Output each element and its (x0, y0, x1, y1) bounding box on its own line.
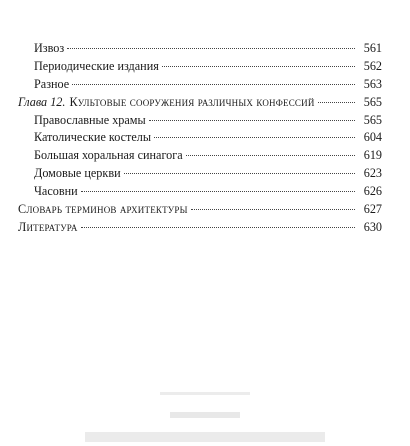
toc-entry-label: Православные храмы (34, 112, 146, 127)
bleed-through-line (0, 382, 410, 392)
dot-leader (81, 227, 355, 228)
toc-entry-house-churches[interactable] (18, 165, 382, 183)
toc-entry-label: Часовни (34, 184, 78, 199)
toc-page-number: 626 (363, 184, 382, 199)
toc-entry-label: Словарь терминов архитектуры (18, 202, 188, 217)
dot-leader (154, 137, 355, 138)
toc-entry-label: Разное (34, 76, 70, 91)
dot-leader (318, 102, 355, 103)
toc-entry-chapels[interactable] (18, 183, 382, 201)
toc-entry-misc[interactable] (18, 76, 382, 94)
toc-entry-izvoz[interactable] (18, 40, 382, 58)
dot-leader (162, 66, 355, 67)
bleed-through-line (0, 428, 410, 444)
toc-chapter-heading (18, 94, 315, 112)
toc-entry-synagogue[interactable] (18, 147, 382, 165)
toc-entry-glossary[interactable] (18, 201, 382, 219)
toc-entry-label: Большая хоральная синагога (34, 148, 183, 163)
toc-entry-orthodox-churches[interactable] (18, 112, 382, 130)
toc-page-number: 627 (363, 202, 382, 217)
toc-page-number: 565 (363, 112, 382, 127)
toc-entry-label: Домовые церкви (34, 166, 121, 181)
dot-leader (149, 120, 355, 121)
toc-entry-catholic-churches[interactable] (18, 129, 382, 147)
bleed-through-line (0, 408, 410, 422)
toc-page-number: 565 (363, 94, 382, 109)
toc-page-number: 623 (363, 166, 382, 181)
toc-page-number: 604 (363, 130, 382, 145)
toc-chapter-12[interactable] (18, 94, 382, 112)
dot-leader (191, 209, 355, 210)
toc-entry-label: Периодические издания (34, 58, 159, 73)
chapter-number: Глава 12. (18, 94, 66, 109)
chapter-title: Культовые сооружения различных конфессий (69, 94, 315, 109)
table-of-contents (18, 40, 382, 237)
toc-page-number: 562 (363, 58, 382, 73)
dot-leader (72, 84, 355, 85)
toc-entry-label: Извоз (34, 41, 65, 55)
toc-entry-periodicals[interactable] (18, 58, 382, 76)
toc-entry-label: Католические костелы (34, 130, 152, 145)
dot-leader (186, 155, 355, 156)
dot-leader (67, 48, 355, 49)
dot-leader (124, 173, 355, 174)
toc-entry-label: Литература (18, 219, 78, 234)
dot-leader (81, 191, 355, 192)
toc-page-number: 563 (363, 76, 382, 91)
toc-entry-literature[interactable] (18, 219, 382, 237)
toc-page-number: 619 (363, 148, 382, 163)
toc-page-number: 561 (363, 41, 382, 55)
toc-page-number: 630 (363, 219, 382, 234)
